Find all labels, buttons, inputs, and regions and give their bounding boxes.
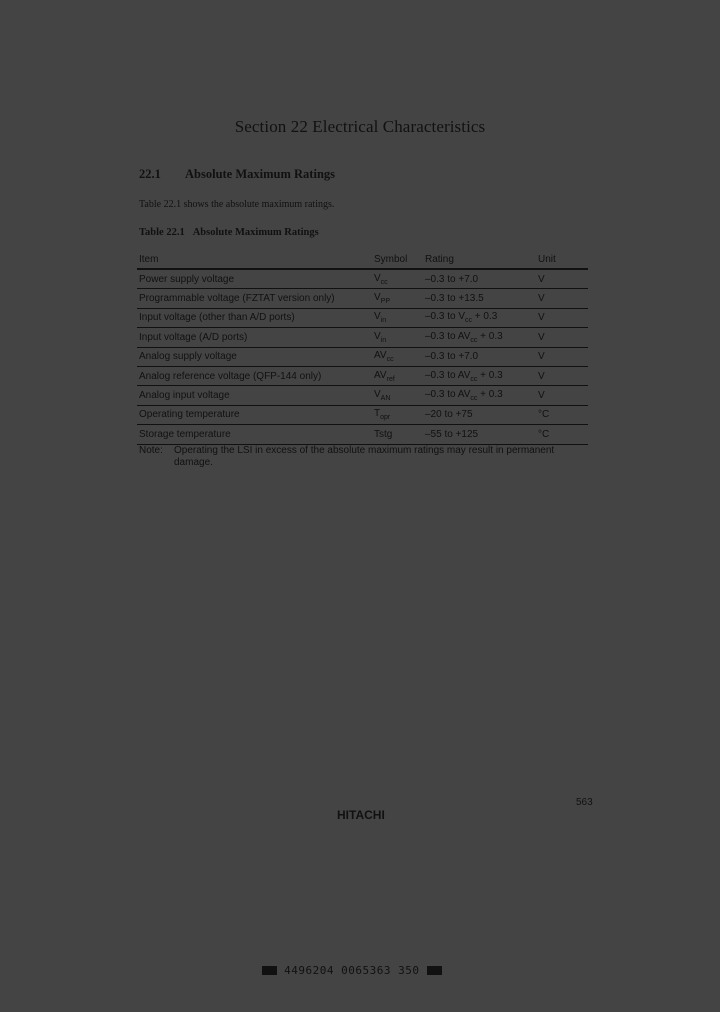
section-heading [139,167,335,182]
cell-rating [423,328,536,347]
cell-rating [423,425,536,444]
rating-main: –20 to +75 [425,409,473,421]
table-row [137,366,588,385]
cell-rating [423,405,536,424]
rating-subscript: cc [470,395,478,403]
cell-item: Storage temperature [137,425,372,444]
table-caption [139,227,319,238]
header-symbol: Symbol [372,251,423,269]
cell-item: Analog input voltage [137,386,372,405]
cell-symbol [372,269,423,289]
rating-main: –55 to +125 [425,428,479,440]
cell-unit: V [536,386,588,405]
cell-rating [423,366,536,385]
cell-item: Input voltage (other than A/D ports) [137,308,372,327]
rating-main: –0.3 to AV [425,369,471,381]
table-row [137,425,588,444]
cell-rating [423,289,536,308]
rating-tail: + 0.3 [472,311,498,323]
table-caption-title: Absolute Maximum Ratings [192,227,319,238]
symbol-subscript: AN [380,395,391,403]
cell-symbol [372,386,423,405]
cell-unit: V [536,289,588,308]
note-text: Operating the LSI in excess of the absolute maximum ratings may result in permanent damage. [174,445,555,468]
cell-unit: °C [536,405,588,424]
rating-main: –0.3 to +7.0 [425,351,479,363]
cell-item: Analog supply voltage [137,347,372,366]
symbol-main: V [374,330,381,342]
cell-unit: V [536,347,588,366]
cell-symbol [372,289,423,308]
rating-subscript: cc [470,375,478,383]
barcode-line [262,964,442,977]
symbol-subscript: PP [380,298,391,306]
section-number: 22.1 [139,167,161,181]
cell-rating [423,308,536,327]
symbol-main: V [374,272,381,284]
rating-tail: + 0.3 [477,369,503,381]
cell-item: Power supply voltage [137,269,372,289]
symbol-subscript: cc [386,356,394,364]
cell-symbol [372,347,423,366]
cell-symbol [372,328,423,347]
rating-tail: + 0.3 [477,389,503,401]
cell-unit: V [536,366,588,385]
absolute-max-ratings-table [137,251,588,445]
header-item: Item [137,251,372,269]
header-unit: Unit [536,251,588,269]
table-row [137,308,588,327]
table-row [137,405,588,424]
table-header-row [137,251,588,269]
table-row [137,347,588,366]
symbol-main: AV [374,369,387,381]
cell-unit: °C [536,425,588,444]
cell-unit: V [536,308,588,327]
symbol-subscript: opr [380,414,391,422]
cell-unit: V [536,269,588,289]
page-title: Section 22 Electrical Characteristics [234,117,486,136]
note-label: Note: [139,445,163,456]
symbol-main: V [374,292,381,304]
section-title: Absolute Maximum Ratings [185,167,336,181]
rating-main: –0.3 to +7.0 [425,273,479,285]
cell-symbol [372,308,423,327]
intro-text: Table 22.1 shows the absolute maximum ratings. [139,199,335,210]
cell-symbol [372,366,423,385]
brand-logo: HITACHI [337,808,385,822]
header-rating: Rating [423,251,536,269]
cell-rating [423,347,536,366]
symbol-main: V [374,311,381,323]
symbol-subscript: in [380,336,387,344]
cell-rating [423,269,536,289]
barcode-block-right [427,966,442,975]
table-note [139,445,579,469]
symbol-subscript: in [380,317,387,325]
page-number: 563 [576,797,593,808]
cell-item: Programmable voltage (FZTAT version only) [137,289,372,308]
symbol-subscript: ref [386,375,395,383]
cell-rating [423,386,536,405]
table-row [137,328,588,347]
barcode-text: 4496204 0065363 350 [284,964,420,977]
cell-symbol [372,405,423,424]
symbol-main: AV [374,350,387,362]
cell-item: Input voltage (A/D ports) [137,328,372,347]
table-row [137,289,588,308]
cell-item: Analog reference voltage (QFP-144 only) [137,366,372,385]
rating-tail: + 0.3 [477,330,503,342]
symbol-main: T [374,408,381,420]
table-caption-number: Table 22.1 [139,227,185,238]
rating-main: –0.3 to AV [425,389,471,401]
rating-main: –0.3 to +13.5 [425,293,484,305]
symbol-subscript: cc [380,278,388,286]
table-row [137,386,588,405]
rating-subscript: cc [470,336,478,344]
rating-subscript: cc [465,317,473,325]
rating-main: –0.3 to AV [425,330,471,342]
cell-item: Operating temperature [137,405,372,424]
cell-unit: V [536,328,588,347]
symbol-main: Tstg [374,428,393,440]
table-row [137,269,588,289]
rating-main: –0.3 to V [425,311,466,323]
symbol-main: V [374,389,381,401]
cell-symbol [372,425,423,444]
barcode-block-left [262,966,277,975]
